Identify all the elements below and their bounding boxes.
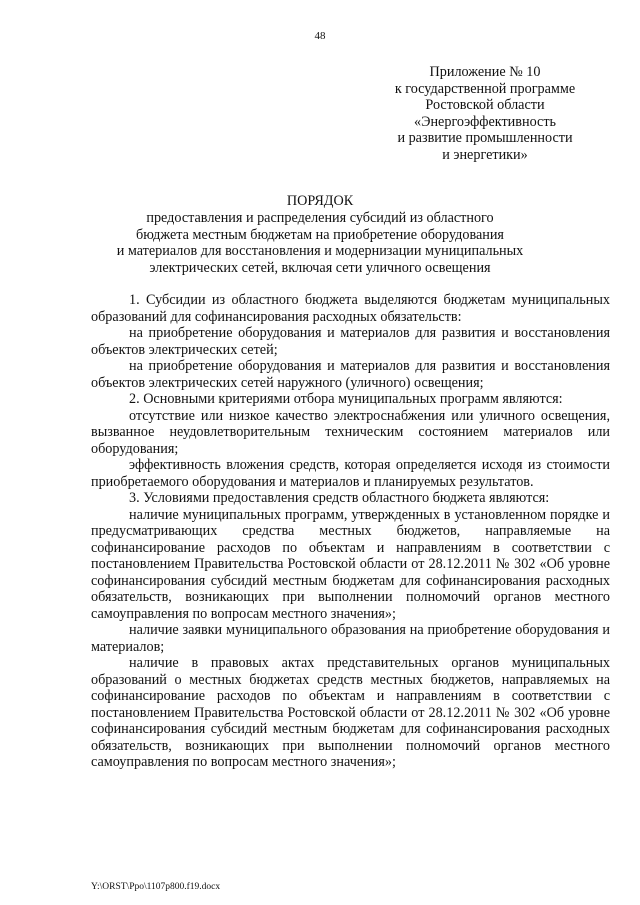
subtitle-line: предоставления и распределения субсидий из областного	[146, 210, 494, 226]
paragraph: 1. Субсидии из областного бюджета выделяются бюджетам муниципальных образований для софинансирования расходных обязательств:	[91, 292, 610, 325]
appendix-line: Ростовской области	[425, 97, 545, 113]
subtitle-line: электрических сетей, включая сети уличного освещения	[149, 259, 491, 276]
document-subtitle	[0, 210, 640, 276]
subtitle-line: бюджета местным бюджетам на приобретение оборудования	[136, 226, 504, 243]
paragraph: на приобретение оборудования и материалов для развития и восстановления объектов электрических сетей наружного (уличного) освещения;	[91, 358, 610, 391]
appendix-line: и развитие промышленности	[397, 130, 573, 146]
document-body	[91, 292, 610, 771]
paragraph: 2. Основными критериями отбора муниципальных программ являются:	[129, 391, 563, 407]
document-title: ПОРЯДОК	[286, 193, 354, 209]
appendix-line: и энергетики»	[442, 146, 528, 163]
paragraph: 3. Условиями предоставления средств областного бюджета являются:	[129, 490, 550, 506]
paragraph: отсутствие или низкое качество электроснабжения или уличного освещения, вызванное неудовлетворительным техническим состоянием материалов или оборудования;	[91, 407, 610, 457]
paragraph: наличие в правовых актах представительных органов муниципальных образований о местных бюджетах средств местных бюджетов, направляемых на софинансирование расходов по объектам и направлениям в соответствии с постановлением Правительства Ростовской области от 28.12.2011 № 302 «Об уровне софинансирования субсидий местным бюджетам для софинансирования расходных обязательств, возникающих при выполнении полномочий органов местного самоуправления по вопросам местного значения»;	[91, 655, 610, 770]
subtitle-line: и материалов для восстановления и модернизации муниципальных	[116, 243, 524, 259]
paragraph: наличие заявки муниципального образования на приобретение оборудования и материалов;	[91, 622, 610, 655]
page-number: 48	[314, 30, 326, 42]
appendix-header	[365, 64, 605, 163]
file-path-footer: Y:\ORST\Ppo\1107p800.f19.docx	[91, 882, 221, 892]
appendix-line: Приложение № 10	[429, 64, 541, 80]
paragraph: наличие муниципальных программ, утвержденных в установленном порядке и предусматривающих средства местных бюджетов, направляемые на софинансирование расходов по объектам и направлениям в соответствии с постановлением Правительства Ростовской области от 28.12.2011 № 302 «Об уровне софинансирования субсидий местным бюджетам для софинансирования расходных обязательств, возникающих при выполнении полномочий органов местного самоуправления по вопросам местного значения»;	[91, 506, 610, 622]
paragraph: эффективность вложения средств, которая определяется исходя из стоимости приобретаемого оборудования и материалов и планируемых результатов.	[91, 457, 610, 490]
appendix-line: к государственной программе	[394, 80, 576, 97]
paragraph: на приобретение оборудования и материалов для развития и восстановления объектов электрических сетей;	[91, 325, 610, 358]
appendix-line: «Энергоэффективность	[414, 113, 556, 130]
